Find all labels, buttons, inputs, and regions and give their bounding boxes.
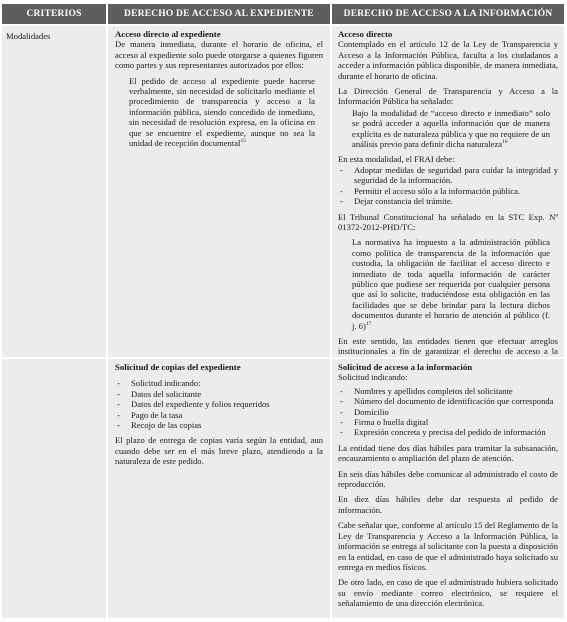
paragraph: En diez días hábiles debe dar respuesta al pedido de información. xyxy=(338,494,558,515)
section-title: Acceso directo xyxy=(338,29,393,39)
cell-informacion-acceso-directo xyxy=(332,26,564,357)
paragraph: En esta modalidad, el FRAI debe: xyxy=(338,154,455,165)
cell-expediente-acceso-directo xyxy=(108,26,330,357)
list-item: - Datos del solicitante xyxy=(115,389,323,399)
footnote-ref: 17 xyxy=(365,320,372,327)
list-item: - Adoptar medidas de seguridad para cuidar la integridad y seguridad de la información. xyxy=(338,165,558,186)
list-item: - Dejar constancia del trámite. xyxy=(338,196,558,206)
cell-criterio-empty xyxy=(2,359,106,618)
header-informacion: DERECHO DE ACCESO A LA INFORMACIÓN xyxy=(332,4,564,24)
footnote-ref: 16 xyxy=(502,139,508,146)
paragraph: En este sentido, las entidades tienen que efectuar arreglos institucionales a fin de garantizar el derecho de acceso a la xyxy=(338,335,558,357)
section-title: Solicitud de copias del expediente xyxy=(115,362,241,372)
cell-expediente-solicitud-copias xyxy=(108,359,330,618)
block-quote: La normativa ha impuesto a la administración pública como política de transparencia de la información que custodia, la obligación de facilitar el acceso directo e inmediato de toda aquella información de carácter público que pudiese ser requerida por cualquier persona que así lo solicite, traduciéndose esta obligación en las facilidades que se debe brindar para la lectura dichos documentos durante el horario de atención al público (f. j. 6)$^{17}$ xyxy=(352,237,550,331)
paragraph: Cabe señalar que, conforme al artículo 15 del Reglamento de la Ley de Transparencia y Acceso a la Información Pública, la información se entrega al solicitante con la puesta a disposición en la entidad, en caso de que el administrado haya solicitado su entrega en medios físicos. xyxy=(338,520,558,572)
section-title: Acceso directo al expediente xyxy=(115,29,221,39)
list-item: - Domicilio xyxy=(338,407,558,417)
list-item: - Número del documento de identificación que corresponda xyxy=(338,396,558,406)
list-item: - Pago de la tasa xyxy=(115,410,323,420)
footnote-ref: 15 xyxy=(240,138,246,145)
paragraph: Contemplado en el artículo 12 de la Ley de Transparencia y Acceso a la Información Pública, faculta a los ciudadanos a acceder a información pública disponible, de manera inmediata, durante el horario de oficina. xyxy=(338,39,558,81)
list-item: - Nombres y apellidos completos del solicitante xyxy=(338,386,558,396)
list-item: - Recojo de las copias xyxy=(115,420,323,430)
header-expediente: DERECHO DE ACCESO AL EXPEDIENTE xyxy=(108,4,330,24)
cell-criterio-modalidades xyxy=(2,26,106,357)
bullet-list xyxy=(338,165,558,207)
list-item: - Permitir el acceso sólo a la información pública. xyxy=(338,186,558,196)
cell-informacion-solicitud-acceso xyxy=(332,359,564,618)
list-item: - Expresión concreta y precisa del pedido de información xyxy=(338,427,558,437)
paragraph: El plazo de entrega de copias varía según la entidad, aun cuando debe ser en el más breve plazo, atendiendo a la naturaleza de este pedido. xyxy=(115,435,323,467)
bullet-list xyxy=(338,386,558,438)
paragraph: El Tribunal Constitucional ha señalado en la STC Exp. Nº 01372-2012-PHD/TC: xyxy=(338,211,558,232)
paragraph: Solicitud indicando: xyxy=(338,372,408,383)
list-item: - Firma o huella digital xyxy=(338,417,558,427)
criterio-label: Modalidades xyxy=(6,31,51,41)
paragraph: De manera inmediata, durante el horario de oficina, el acceso al expediente solo puede otorgarse a quienes figuren como partes y sus representantes autorizados por ellos: xyxy=(115,39,323,71)
paragraph: La entidad tiene dos días hábiles para tramitar la subsanación, encauzamiento o ampliación del plazo de atención. xyxy=(338,442,558,464)
comparison-table xyxy=(2,4,564,618)
paragraph: En seis días hábiles debe comunicar al administrado el costo de reproducción. xyxy=(338,468,558,490)
block-quote: Bajo la modalidad de “acceso directo e inmediato” solo se podrá acceder a aquella información que de manera explícita es de naturaleza pública y que no requiere de un análisis previo para definir dicha naturaleza$^{16}$ xyxy=(352,107,550,150)
paragraph: De otro lado, en caso de que el administrado hubiera solicitado su envío mediante correo electrónico, se requiere el señalamiento de una dirección electrónica. xyxy=(338,577,558,609)
block-quote: El pedido de acceso al expediente puede hacerse verbalmente, sin necesidad de solicitarlo mediante el procedimiento de transparencia y acceso a la información pública, siendo concedido de inmediato, sin necesidad de resolución expresa, en la oficina en que se encuentre el expediente, aunque no sea la unidad de recepción documental$^{15}$ xyxy=(129,75,315,149)
paragraph: La Dirección General de Transparencia y Acceso a la Información Pública ha señalado: xyxy=(338,86,558,107)
list-item: - Solicitud indicando: xyxy=(115,378,323,388)
section-title: Solicitud de acceso a la información xyxy=(338,362,473,372)
list-item: - Datos del expediente y folios requeridos xyxy=(115,399,323,409)
bullet-list xyxy=(115,378,323,430)
header-criterios: CRITERIOS xyxy=(2,4,106,24)
